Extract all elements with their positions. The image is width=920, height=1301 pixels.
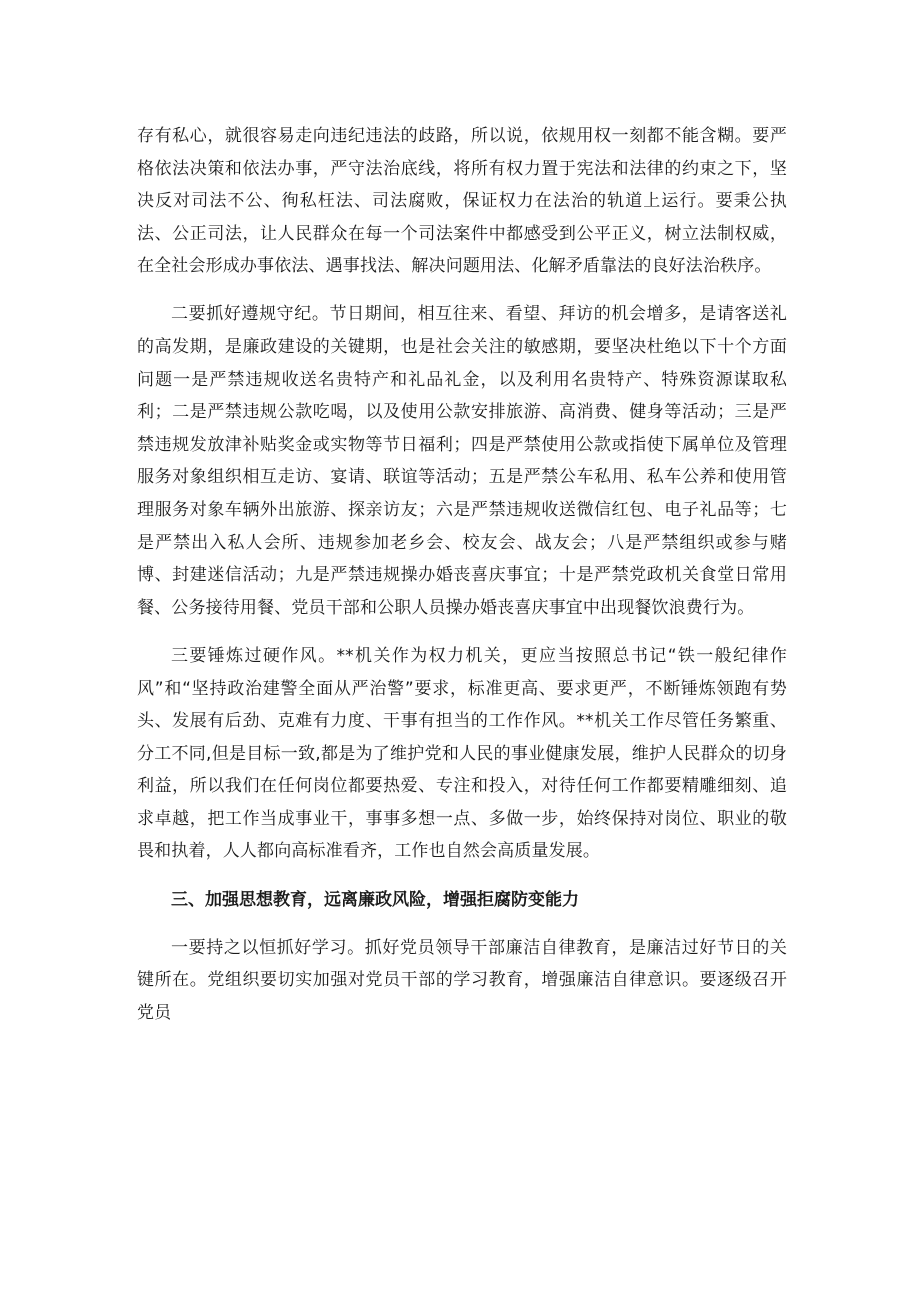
paragraph-discipline: 二要抓好遵规守纪。节日期间，相互往来、看望、拜访的机会增多，是请客送礼的高发期，是廉政建设的关键期，也是社会关注的敏感期，要坚决杜绝以下十个方面问题一是严禁违规收送名贵特产和礼品礼金，以及利用名贵特产、特殊资源谋取私利；二是严禁违规公款吃喝，以及使用公款安排旅游、高消费、健身等活动；三是严禁违规发放津补贴奖金或实物等节日福利；四是严禁使用公款或指使下属单位及管理服务对象组织相互走访、宴请、联谊等活动；五是严禁公车私用、私车公养和使用管理服务对象车辆外出旅游、探亲访友；六是严禁违规收送微信红包、电子礼品等；七是严禁出入私人会所、违规参加老乡会、校友会、战友会；八是严禁组织或参与赌博、封建迷信活动；九是严禁违规操办婚丧喜庆事宜；十是严禁党政机关食堂日常用餐、公务接待用餐、党员干部和公职人员操办婚丧喜庆事宜中出现餐饮浪费行为。 <box>137 304 787 618</box>
section-heading: 三、加强思想教育，远离廉政风险，增强拒腐防变能力 <box>171 889 579 910</box>
paragraph-work-style: 三要锤炼过硬作风。**机关作为权力机关，更应当按照总书记“铁一般纪律作风”和“坚持政治建警全面从严治警”要求，标准更高、要求更严，不断锤炼领跑有势头、发展有后劲、克难有力度、干事有担当的工作作风。**机关工作尽管任务繁重、分工不同,但是目标一致,都是为了维护党和人民的事业健康发展，维护人民群众的切身利益，所以我们在任何岗位都要热爱、专注和投入，对待任何工作都要精雕细刻、追求卓越，把工作当成事业干，事事多想一点、多做一步，始终保持对岗位、职业的敬畏和执着，人人都向高标准看齐，工作也自然会高质量发展。 <box>137 645 787 862</box>
paragraph-study: 一要持之以恒抓好学习。抓好党员领导干部廉洁自律教育，是廉洁过好节日的关键所在。党组织要切实加强对党员干部的学习教育，增强廉洁自律意识。要逐级召开党员 <box>137 937 787 1023</box>
document-body <box>137 120 787 1045</box>
paragraph-continuation: 存有私心，就很容易走向违纪违法的歧路，所以说，依规用权一刻都不能含糊。要严格依法决策和依法办事，严守法治底线，将所有权力置于宪法和法律的约束之下，坚决反对司法不公、徇私枉法、司法腐败，保证权力在法治的轨道上运行。要秉公执法、公正司法，让人民群众在每一个司法案件中都感受到公平正义，树立法制权威，在全社会形成办事依法、遇事找法、解决问题用法、化解矛盾靠法的良好法治秩序。 <box>137 126 787 277</box>
